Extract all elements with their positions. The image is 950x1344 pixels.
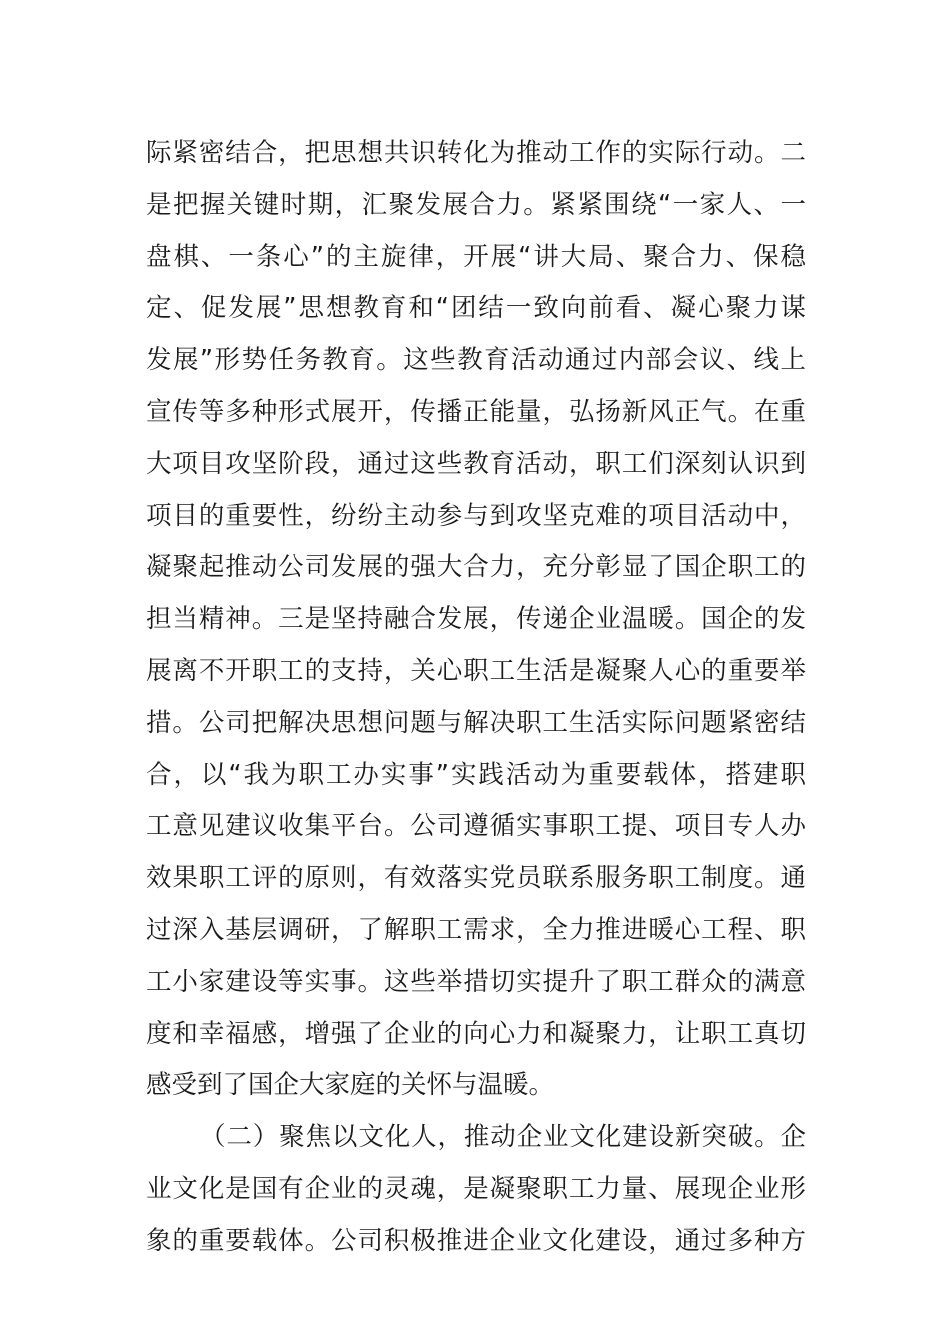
text-line: 效果职工评的原则，有效落实党员联系服务职工制度。通 — [146, 863, 806, 894]
paragraph-1 — [146, 128, 806, 1112]
text-line: 展离不开职工的支持，关心职工生活是凝聚人心的重要举 — [146, 655, 806, 686]
text-line: 发展”形势任务教育。这些教育活动通过内部会议、线上 — [146, 345, 806, 376]
text-line: 象的重要载体。公司积极推进企业文化建设，通过多种方 — [146, 1225, 806, 1256]
text-line: 过深入基层调研，了解职工需求，全力推进暖心工程、职 — [146, 914, 806, 945]
text-line: 合，以“我为职工办实事”实践活动为重要载体，搭建职 — [146, 759, 806, 790]
text-line: 大项目攻坚阶段，通过这些教育活动，职工们深刻认识到 — [146, 448, 806, 479]
text-line: 项目的重要性，纷纷主动参与到攻坚克难的项目活动中， — [146, 500, 806, 531]
text-line: 宣传等多种形式展开，传播正能量，弘扬新风正气。在重 — [146, 396, 806, 427]
text-line: 定、促发展”思想教育和“团结一致向前看、凝心聚力谋 — [146, 293, 806, 324]
document-body — [146, 128, 806, 1268]
text-line: 感受到了国企大家庭的关怀与温暖。 — [146, 1070, 555, 1101]
text-line: 工意见建议收集平台。公司遵循实事职工提、项目专人办 — [146, 811, 806, 842]
text-line: 担当精神。三是坚持融合发展，传递企业温暖。国企的发 — [146, 604, 806, 635]
paragraph-2 — [146, 1112, 806, 1267]
section-heading-line: （二）聚焦以文化人，推动企业文化建设新突破。企 — [200, 1122, 806, 1153]
text-line: 度和幸福感，增强了企业的向心力和凝聚力，让职工真切 — [146, 1018, 806, 1049]
text-line: 措。公司把解决思想问题与解决职工生活实际问题紧密结 — [146, 707, 806, 738]
text-line: 工小家建设等实事。这些举措切实提升了职工群众的满意 — [146, 966, 806, 997]
text-line: 凝聚起推动公司发展的强大合力，充分彰显了国企职工的 — [146, 552, 806, 583]
text-line: 业文化是国有企业的灵魂，是凝聚职工力量、展现企业形 — [146, 1173, 806, 1204]
text-line: 是把握关键时期，汇聚发展合力。紧紧围绕“一家人、一 — [146, 189, 806, 220]
text-line: 盘棋、一条心”的主旋律，开展“讲大局、聚合力、保稳 — [146, 241, 806, 272]
text-line: 际紧密结合，把思想共识转化为推动工作的实际行动。二 — [146, 138, 806, 168]
